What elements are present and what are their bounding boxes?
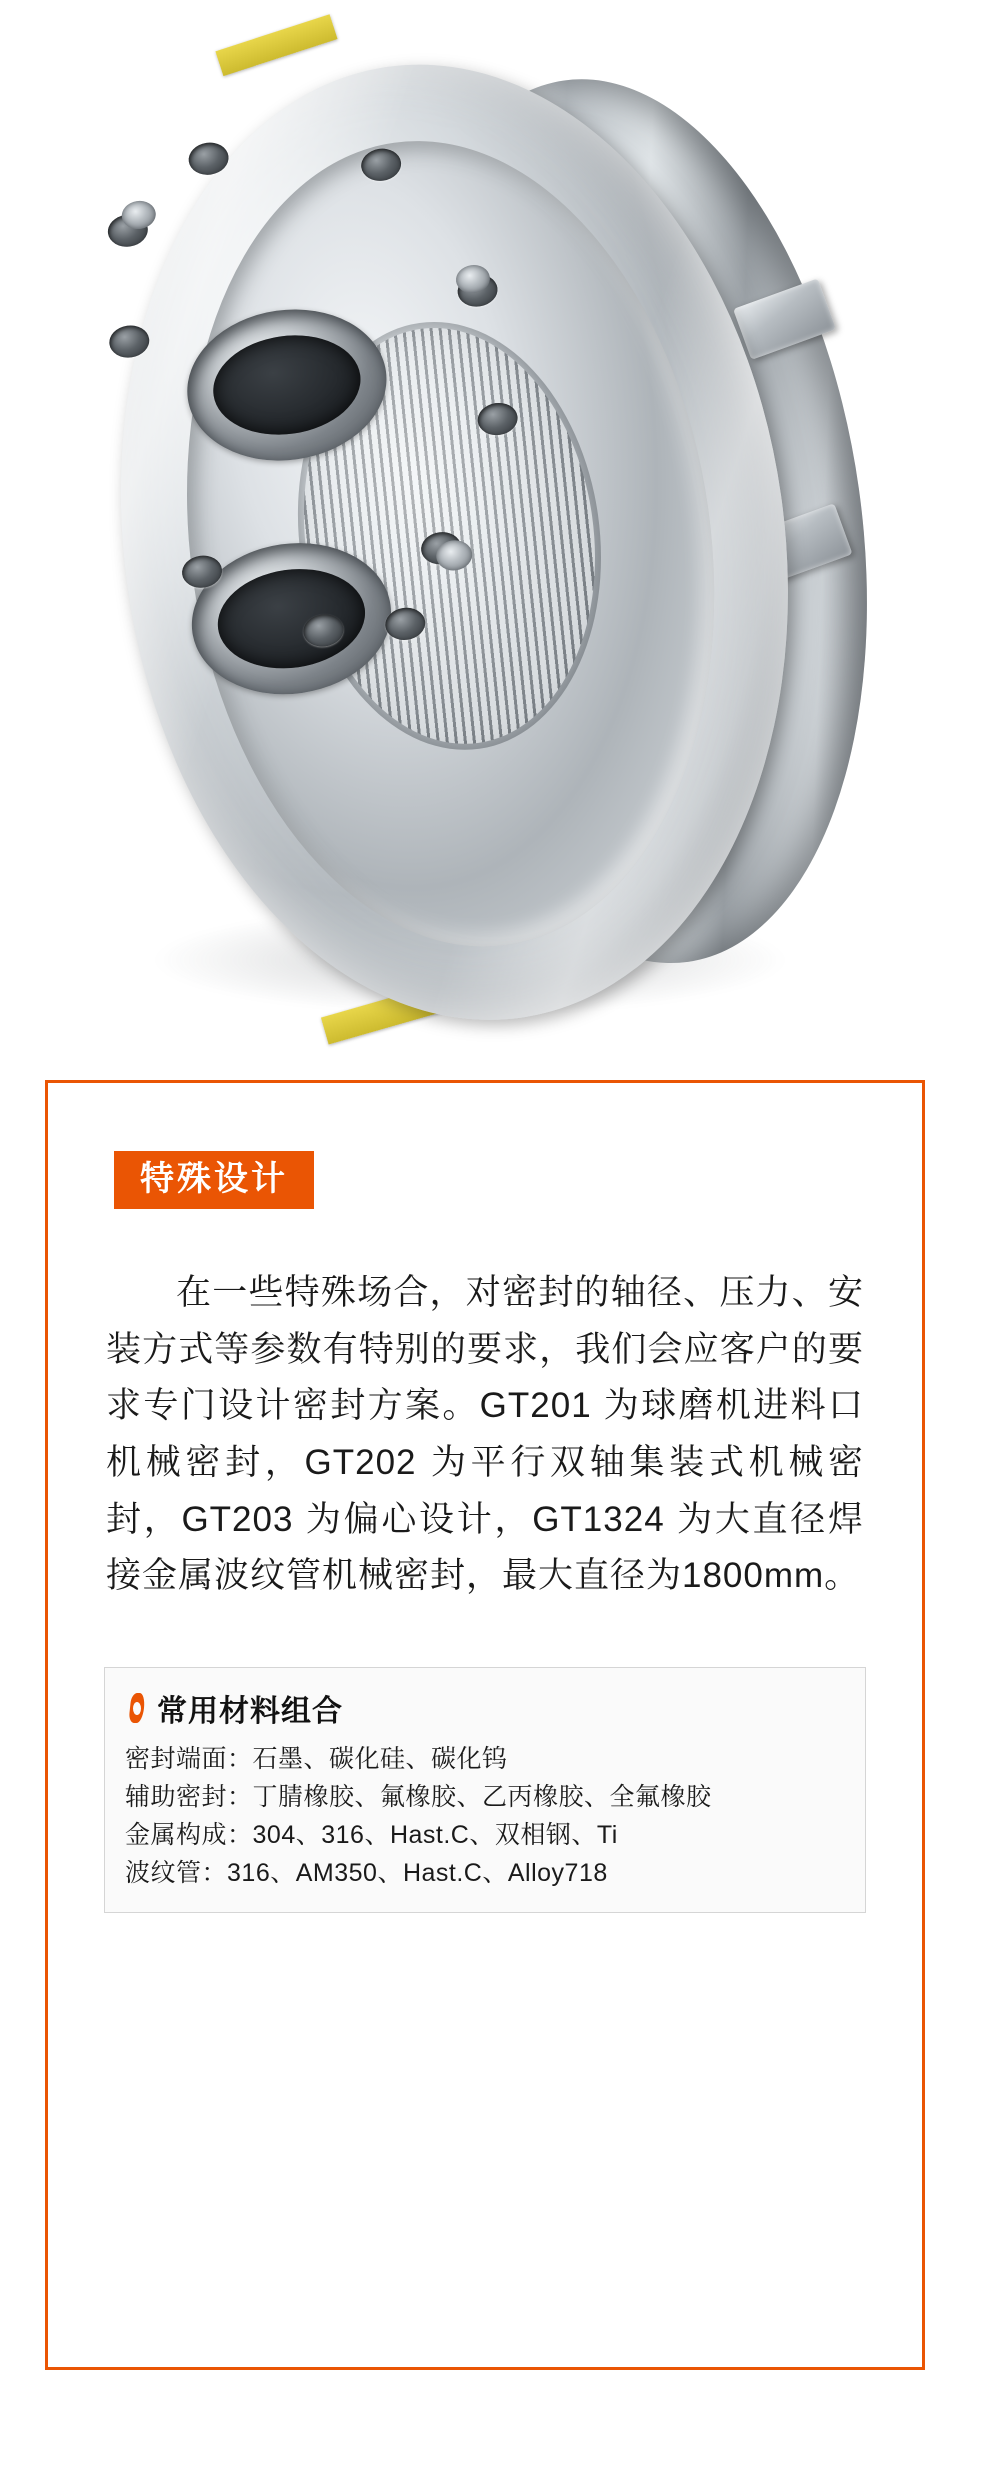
material-separator: ： [227, 1821, 253, 1850]
material-label: 波纹管 [125, 1859, 202, 1888]
material-value: 316、AM350、Hast.C、Alloy718 [227, 1859, 608, 1888]
materials-header [125, 1684, 845, 1740]
material-label: 辅助密封 [125, 1783, 228, 1812]
material-label: 金属构成 [125, 1821, 228, 1850]
material-row [125, 1740, 845, 1778]
materials-panel [104, 1667, 866, 1913]
protective-tape-top [215, 14, 337, 76]
section-title: 特殊设计 [114, 1151, 314, 1209]
product-photo [0, 0, 985, 1060]
material-row [125, 1854, 845, 1892]
flame-icon [127, 1693, 147, 1723]
body-paragraph: 在一些特殊场合，对密封的轴径、压力、安装方式等参数有特别的要求，我们会应客户的要求专门设计密封方案。GT201 为球磨机进料口机械密封，GT202 为平行双轴集装式机械密封，GT203 为偏心设计，GT1324 为大直径焊接金属波纹管机械密封，最大直径为1800mm。 [106, 1273, 864, 1596]
shaft-bore-upper-inner [207, 326, 367, 444]
materials-title: 常用材料组合 [157, 1695, 343, 1729]
special-design-card [45, 1080, 925, 2370]
material-value: 304、316、Hast.C、双相钢、Ti [252, 1821, 618, 1850]
material-value: 丁腈橡胶、氟橡胶、乙丙橡胶、全氟橡胶 [252, 1783, 712, 1812]
material-separator: ： [227, 1745, 253, 1774]
material-value: 石墨、碳化硅、碳化钨 [252, 1745, 508, 1774]
shaft-bore-lower-inner [211, 560, 371, 678]
mechanical-seal-assembly [0, 0, 916, 1060]
product-photo-stage [0, 0, 985, 1060]
body-copy [106, 1265, 864, 1605]
material-separator: ： [227, 1783, 253, 1812]
material-row [125, 1816, 845, 1854]
material-label: 密封端面 [125, 1745, 228, 1774]
material-row [125, 1778, 845, 1816]
material-separator: ： [201, 1859, 228, 1888]
card-bottom-spacer [94, 1913, 876, 2033]
